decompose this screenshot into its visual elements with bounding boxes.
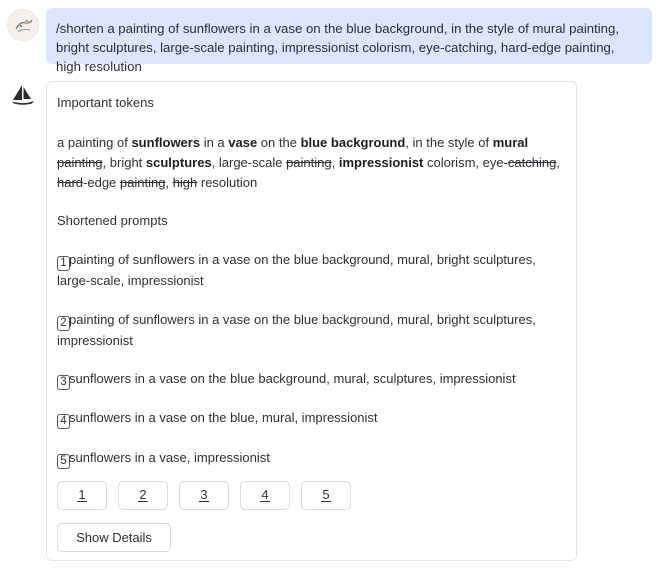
token-text: colorism, eye-: [423, 155, 508, 170]
removed-token: hard: [57, 175, 84, 190]
removed-token: high: [172, 175, 198, 190]
shortened-prompt-4: [57, 408, 562, 429]
token-text: resolution: [197, 175, 258, 190]
prompt-text: sunflowers in a vase, impressionist: [69, 450, 270, 465]
prompt-5-button-label: 5: [322, 487, 330, 502]
prompt-number-badge: 2: [57, 316, 70, 331]
token-text: ,: [331, 155, 339, 170]
token-text: ,: [556, 155, 560, 170]
bot-response-card: [46, 81, 577, 561]
prompt-3-button-label: 3: [200, 487, 208, 502]
shortened-prompts-heading: Shortened prompts: [57, 213, 168, 228]
prompt-1-button-label: 1: [78, 487, 86, 502]
important-token: sunflowers: [131, 135, 201, 150]
prompt-text: painting of sunflowers in a vase on the blue background, mural, bright sculptures, large-scale, impressionist: [57, 252, 536, 288]
user-message-text: /shorten a painting of sunflowers in a vase on the blue background, in the style of mural painting, bright sculptures, large-scale painting, impressionist colorism, eye-catching, hard-edge painting, high resolution: [56, 21, 620, 74]
prompt-number-badge: 5: [57, 454, 70, 469]
prompt-4-button[interactable]: [240, 481, 290, 510]
bot-avatar[interactable]: [11, 84, 35, 106]
prompt-text: sunflowers in a vase on the blue, mural, impressionist: [69, 410, 378, 425]
user-message-bubble: [46, 8, 652, 74]
important-token: mural: [492, 135, 529, 150]
prompt-4-button-label: 4: [261, 487, 269, 502]
token-text: , in the style of: [405, 135, 493, 150]
important-tokens-heading: Important tokens: [57, 95, 154, 110]
token-text: , bright: [102, 155, 146, 170]
prompt-number-badge: 1: [57, 256, 70, 271]
important-token: impressionist: [338, 155, 424, 170]
removed-token: painting: [286, 155, 332, 170]
prompt-text: painting of sunflowers in a vase on the blue background, mural, bright sculptures, impressionist: [57, 312, 536, 348]
prompt-2-button[interactable]: [118, 481, 168, 510]
important-tokens-text: [57, 133, 562, 193]
shortened-prompt-5: [57, 448, 562, 469]
midjourney-sailboat-icon: [11, 84, 35, 106]
prompt-1-button[interactable]: [57, 481, 107, 510]
prompt-3-button[interactable]: [179, 481, 229, 510]
important-token: sculptures: [145, 155, 212, 170]
prompt-number-badge: 4: [57, 414, 70, 429]
prompt-5-button[interactable]: [301, 481, 351, 510]
token-text: on the: [257, 135, 301, 150]
prompt-2-button-label: 2: [139, 487, 147, 502]
shortened-prompt-1: [57, 250, 562, 291]
token-text: -edge: [83, 175, 120, 190]
important-token: blue background: [300, 135, 406, 150]
prompt-text: sunflowers in a vase on the blue background, mural, sculptures, impressionist: [69, 371, 516, 386]
token-text: , large-scale: [211, 155, 287, 170]
removed-token: painting: [57, 155, 103, 170]
shortened-prompt-2: [57, 310, 562, 351]
shortened-prompt-3: [57, 369, 562, 390]
token-text: in a: [200, 135, 229, 150]
user-avatar[interactable]: [7, 9, 39, 41]
user-avatar-sketch-icon: [8, 10, 39, 41]
removed-token: painting: [119, 175, 166, 190]
prompt-number-badge: 3: [57, 375, 70, 390]
important-token: vase: [228, 135, 258, 150]
token-text: ,: [165, 175, 173, 190]
removed-token: catching: [507, 155, 557, 170]
show-details-button[interactable]: Show Details: [57, 523, 171, 552]
token-text: a painting of: [57, 135, 132, 150]
